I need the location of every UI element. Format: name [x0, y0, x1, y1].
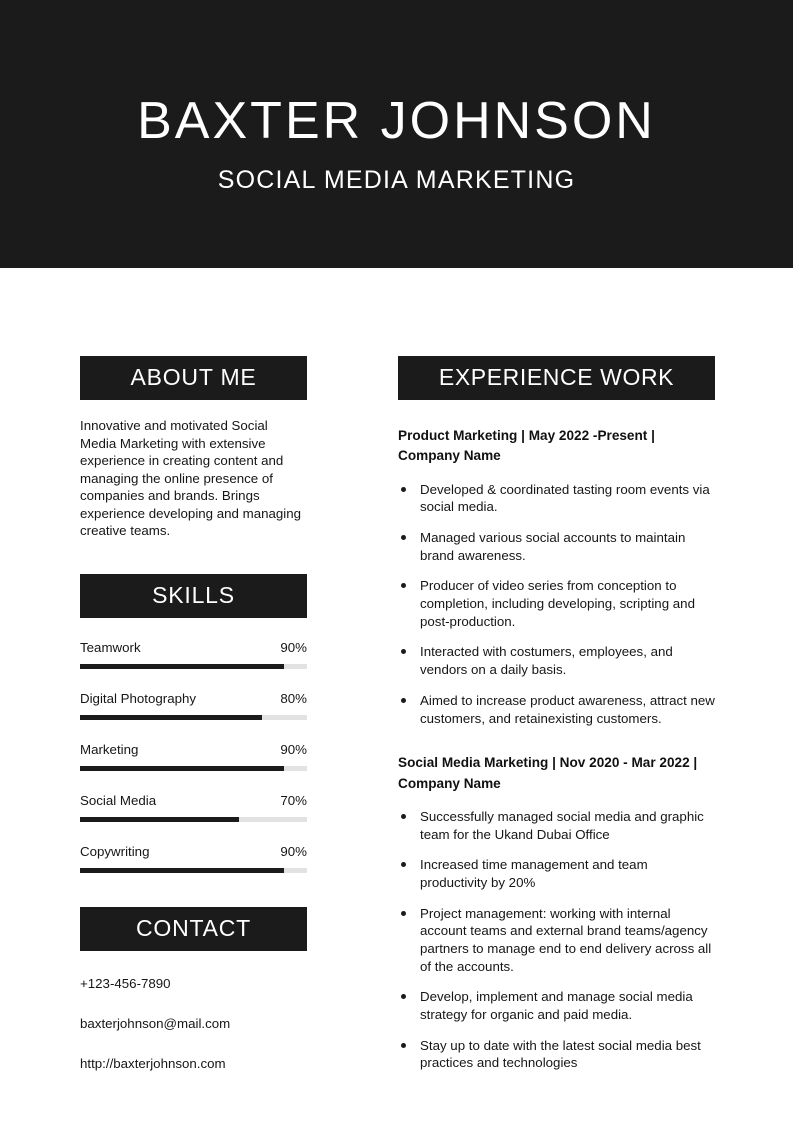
section-title-experience: EXPERIENCE WORK: [398, 356, 715, 400]
contact-phone: +123-456-7890: [80, 975, 171, 991]
job-bullet: Managed various social accounts to maintain brand awareness.: [398, 529, 715, 564]
skill-progress-fill: [80, 817, 239, 822]
section-title-skills: SKILLS: [80, 574, 307, 618]
job-bullet: Developed & coordinated tasting room events via social media.: [398, 481, 715, 516]
job-bullet: Interacted with costumers, employees, and vendors on a daily basis.: [398, 643, 715, 678]
skill-progress-track: [80, 766, 307, 771]
contact-website[interactable]: http://baxterjohnson.com: [80, 1055, 226, 1071]
header-subtitle: SOCIAL MEDIA MARKETING: [217, 166, 576, 195]
skill-label: Social Media: [80, 792, 157, 808]
skill-value: 70%: [280, 792, 307, 808]
skill-progress-fill: [80, 868, 284, 873]
job-bullet-list: [398, 481, 715, 727]
skill-value: 90%: [280, 741, 307, 757]
skill-label: Digital Photography: [80, 690, 197, 706]
job-heading: Social Media Marketing | Nov 2020 - Mar 2022 | Company Name: [398, 755, 698, 791]
job-bullet: Develop, implement and manage social media strategy for organic and paid media.: [398, 988, 715, 1023]
skill-item: [80, 691, 307, 720]
job-bullet: Stay up to date with the latest social media best practices and technologies: [398, 1037, 715, 1072]
section-title-contact: CONTACT: [80, 907, 307, 951]
experience-column: [398, 356, 715, 1085]
skill-item: [80, 742, 307, 771]
job-bullet: Increased time management and team productivity by 20%: [398, 856, 715, 891]
job-bullet: Producer of video series from conception to completion, including developing, scripting and post-production.: [398, 577, 715, 630]
contact-email[interactable]: baxterjohnson@mail.com: [80, 1015, 231, 1031]
sidebar-column: [80, 356, 307, 1071]
skill-value: 90%: [280, 639, 307, 655]
contact-list: [80, 976, 307, 1071]
skill-item: [80, 793, 307, 822]
skill-item: [80, 640, 307, 669]
skill-progress-track: [80, 868, 307, 873]
skill-progress-track: [80, 664, 307, 669]
job-bullet: Successfully managed social media and graphic team for the Ukand Dubai Office: [398, 808, 715, 843]
skill-progress-track: [80, 715, 307, 720]
experience-entry: [398, 753, 715, 1072]
job-bullet: Aimed to increase product awareness, attract new customers, and retainexisting customers.: [398, 692, 715, 727]
resume-header: [0, 0, 793, 268]
job-heading: Product Marketing | May 2022 -Present | Company Name: [398, 428, 655, 464]
about-text: Innovative and motivated Social Media Marketing with extensive experience in creating content and managing the online presence of companies and brands. Brings experience developing and managing creative teams.: [80, 418, 302, 539]
skill-item: [80, 844, 307, 873]
skill-value: 80%: [280, 690, 307, 706]
resume-body: [0, 268, 793, 1085]
section-title-about: ABOUT ME: [80, 356, 307, 400]
job-bullet-list: [398, 808, 715, 1072]
skill-label: Teamwork: [80, 639, 141, 655]
skill-progress-track: [80, 817, 307, 822]
job-bullet: Project management: working with internal account teams and external brand teams/agency partners to manage end to end delivery across all of the accounts.: [398, 905, 715, 976]
skill-progress-fill: [80, 766, 284, 771]
skill-progress-fill: [80, 664, 284, 669]
skill-progress-fill: [80, 715, 262, 720]
skill-label: Copywriting: [80, 843, 150, 859]
skill-value: 90%: [280, 843, 307, 859]
skill-label: Marketing: [80, 741, 139, 757]
page-title: BAXTER JOHNSON: [137, 91, 656, 150]
experience-entry: [398, 426, 715, 727]
skills-list: [80, 640, 307, 873]
